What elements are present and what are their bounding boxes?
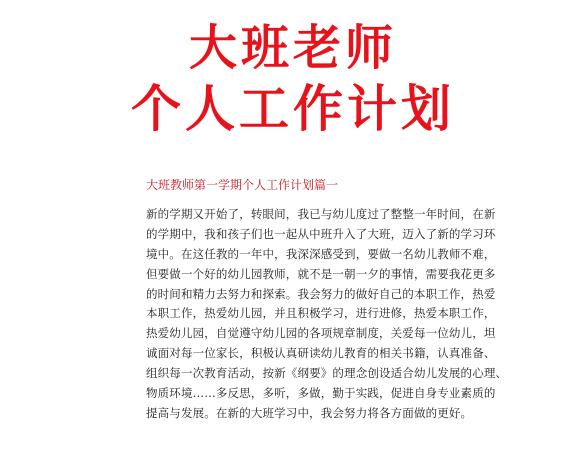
paragraph-line: 新的学期又开始了，转眼间，我已与幼儿度过了整整一年时间，在新: [146, 207, 496, 221]
body-paragraph: [146, 205, 508, 424]
paragraph-line: 本职工作，热爱幼儿园，并且积极学习，进行进修，热爱本职工作，: [146, 306, 496, 321]
paragraph-line: 组织每一次教育活动，按新《纲要》的理念创设适合幼儿发展的心理、: [146, 366, 508, 381]
paragraph-line: 境中。在这任教的一年中，我深深感受到，要做一名幼儿教师不难，: [146, 246, 496, 261]
paragraph-line: 提高与发展。在新的大班学习中，我会努力将各方面做的更好。: [146, 405, 473, 420]
paragraph-line: 诚面对每一位家长，积极认真研读幼儿教育的相关书籍，认真准备、: [146, 346, 496, 361]
paragraph-line: 的学期中，我和孩子们也一起从中班升入了大班，迈入了新的学习环: [146, 226, 496, 241]
document-title-line-1: 大班老师: [188, 20, 397, 76]
document-title-line-2: 个人工作计划: [131, 79, 455, 138]
paragraph-line: 的时间和精力去努力和探索。我会努力的做好自己的本职工作，热爱: [146, 286, 496, 301]
paragraph-line: 但要做一个好的幼儿园教师，就不是一朝一夕的事情，需要我花更多: [146, 266, 496, 281]
paragraph-line: 热爱幼儿园，自觉遵守幼儿园的各项规章制度，关爱每一位幼儿，坦: [146, 326, 496, 341]
section-subtitle: 大班教师第一学期个人工作计划篇一: [146, 178, 339, 192]
paragraph-line: 物质环境……多反思，多听，多做，勤于实践，促进自身专业素质的: [146, 386, 496, 401]
